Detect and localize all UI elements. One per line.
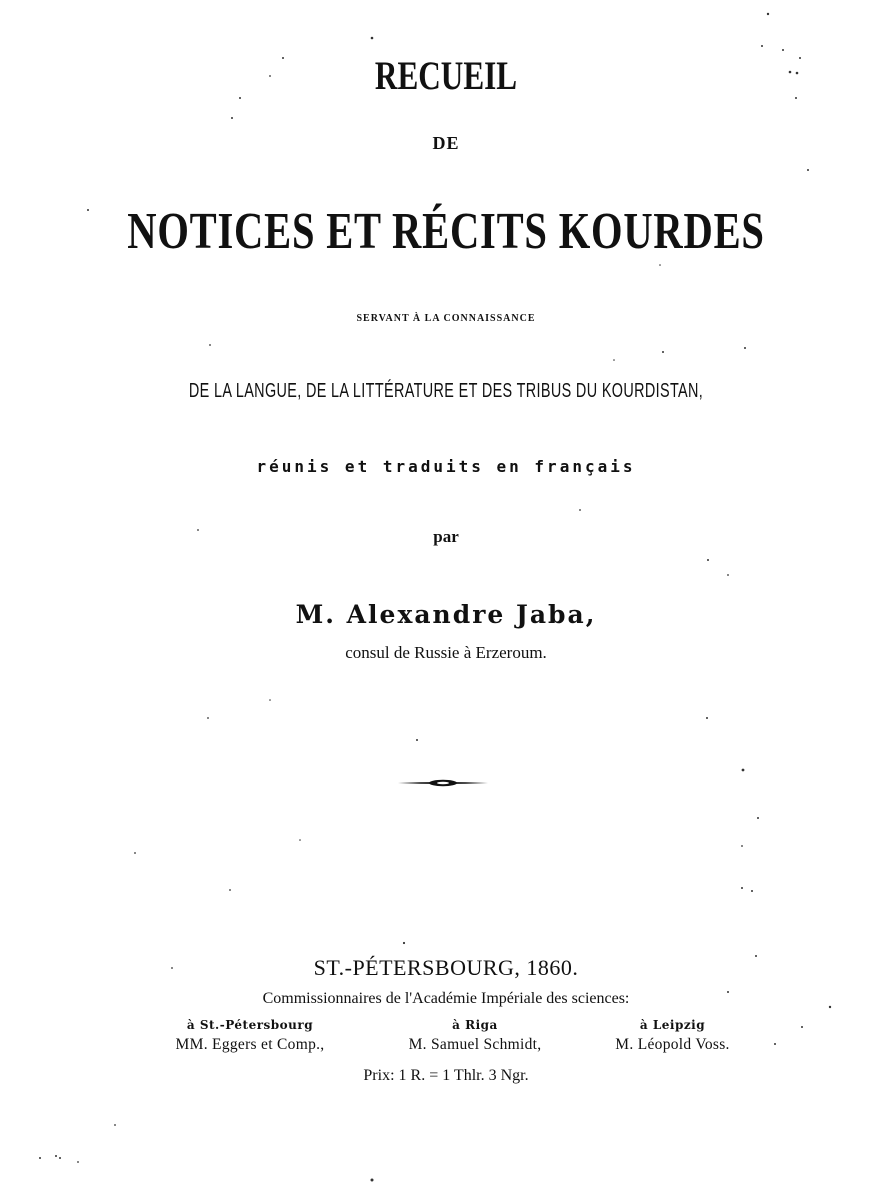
ornament-rule: [398, 778, 488, 788]
seller-publisher: MM. Eggers et Comp.,: [175, 1036, 325, 1053]
seller-location: à St.-Pétersbourg: [186, 1018, 314, 1032]
seller-location: à Leipzig: [639, 1018, 706, 1032]
imprint-commissionnaires: Commissionnaires de l'Académie Impériale des sciences:: [262, 990, 630, 1007]
heading-de: DE: [432, 133, 460, 153]
seller-leipzig: [580, 1018, 765, 1054]
imprint-price: Prix: 1 R. = 1 Thlr. 3 Ngr.: [363, 1067, 529, 1084]
seller-publisher: M. Léopold Voss.: [615, 1036, 730, 1053]
seller-st-petersbourg: [140, 1018, 360, 1054]
book-title: NOTICES ET RÉCITS KOURDES: [127, 203, 765, 260]
par-text: par: [433, 527, 459, 546]
author-name: M. Alexandre Jaba,: [295, 600, 597, 629]
heading-recueil: RECUEIL: [374, 53, 518, 98]
seller-publisher: M. Samuel Schmidt,: [408, 1036, 542, 1053]
author-role: consul de Russie à Erzeroum.: [345, 643, 547, 662]
seller-list: [0, 1018, 892, 1062]
subtitle-servant: SERVANT À LA CONNAISSANCE: [356, 313, 536, 324]
subtitle-reunis: réunis et traduits en français: [256, 457, 636, 476]
seller-location: à Riga: [452, 1018, 498, 1032]
subtitle-subject: DE LA LANGUE, DE LA LITTÉRATURE ET DES TRIBUS DU KOURDISTAN,: [188, 380, 704, 402]
imprint-city-year: ST.-PÉTERSBOURG, 1860.: [313, 955, 579, 980]
seller-riga: [370, 1018, 580, 1054]
